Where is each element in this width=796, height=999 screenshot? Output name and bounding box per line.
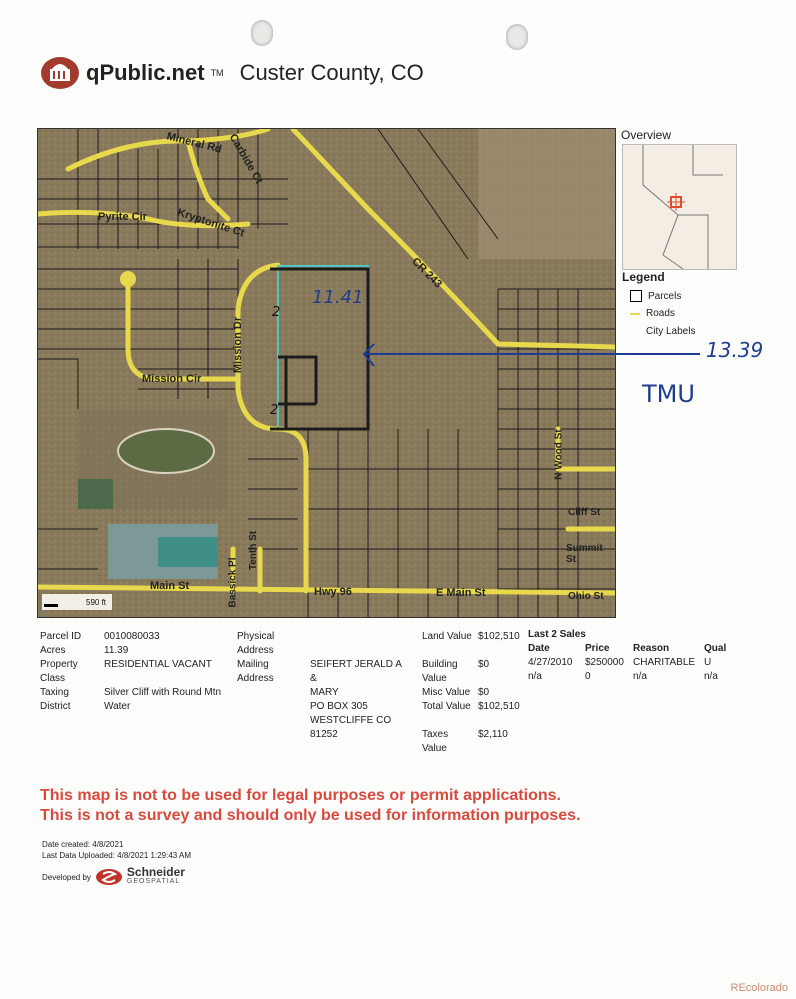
label-cr243: CR 243 [409,255,445,291]
label-main-st: Main St [150,580,190,592]
label-cliff-st: Cliff St [568,507,601,518]
label-acres: Acres [40,645,66,656]
parcel-info-labels [40,630,100,714]
label-hwy96: Hwy 96 [314,586,352,598]
mailing-line: SEIFERT JERALD A & [310,659,402,684]
sales-header: Price [585,643,610,654]
mailing-line: PO BOX 305 [310,701,368,712]
building-value: $0 [478,659,490,670]
taxing-district-value: Silver Cliff with Round Mtn Water [104,687,222,712]
label-parcel-id: Parcel ID [40,631,82,642]
sales-title: Last 2 Sales [528,629,586,640]
sale-cell: n/a [704,671,718,682]
sale-cell: U [704,657,712,668]
schneider-logo-icon [95,868,123,886]
sale-cell: 4/27/2010 [528,657,573,668]
date-created: Date created: 4/8/2021 [42,840,124,849]
header [40,56,424,90]
qpublic-logo-icon [40,56,80,90]
table-row [528,656,748,670]
brand-name: qPublic.net [86,60,205,85]
label-summit-st: Summit St [566,543,603,565]
label-e-main-st: E Main St [436,587,486,599]
label-building-value: Building Value [422,659,458,684]
sales-header-row [528,642,748,656]
parcel-info-values [104,630,224,714]
overview-graphic [623,145,736,269]
schneider-name: Schneider [126,865,185,879]
label-total-value: Total Value [422,701,471,712]
sales-table [528,628,748,684]
handwritten-tmu: TMU [642,380,695,408]
sale-cell: CHARITABLE [633,657,696,668]
taxes-value: $2,110 [478,729,508,740]
handwritten-acres-arrow: 13.39 [706,338,764,362]
misc-value: $0 [478,687,490,698]
sale-cell: n/a [633,671,647,682]
sale-cell: 0 [585,671,591,682]
value-labels [422,630,474,756]
legend-item-parcels [630,290,681,302]
acres-value: 11.39 [104,645,129,656]
mailing-line: 81252 [310,729,338,740]
table-row [528,670,748,684]
label-kryptonite-ct: Kryptonite Ct [175,206,246,240]
sales-header: Date [528,643,550,654]
sale-cell: n/a [528,671,542,682]
developed-by-label: Developed by [42,872,91,882]
handwritten-acres: 11.41 [312,287,364,308]
schneider-geospatial: GEOSPATIAL [126,878,181,885]
overview-map[interactable] [622,144,737,270]
mailing-line: WESTCLIFFE CO [310,715,392,726]
punch-hole-right [506,24,528,50]
scale-label: 590 ft [86,598,107,607]
label-mission-dr: Mission Dr [232,316,245,374]
disclaimer-line: This is not a survey and should only be used for information purposes. [40,807,581,824]
label-property-class: Property Class [40,659,78,684]
road-line-icon [630,313,640,315]
legend-item-city-labels [630,326,695,337]
label-mailing-address: Mailing Address [237,659,274,684]
label-pyrite-cir: Pyrite Cir [98,211,147,223]
disclaimer-line: This map is not to be used for legal purposes or permit applications. [40,787,561,804]
label-mineral-rd: Mineral Rd [165,130,223,156]
recolorado-watermark: REcolorado [730,982,788,994]
mailing-address [310,658,410,742]
parcel-id-value: 0010080033 [104,631,160,642]
legend-label-parcels: Parcels [648,290,682,302]
label-taxes-value: Taxes Value [422,729,449,754]
legend-item-roads [630,308,675,319]
sales-header: Qual [704,643,727,654]
label-physical-address: Physical Address [237,631,275,656]
parcel-square-icon [630,290,642,302]
trademark: TM [210,68,224,78]
label-mission-cir: Mission Cir [142,373,202,385]
handwritten-lot-2a: 2 [272,305,281,320]
legend-label-roads: Roads [646,308,675,319]
mailing-line: MARY [310,687,339,698]
last-uploaded: Last Data Uploaded: 4/8/2021 1:29:43 AM [42,851,191,860]
legend-title: Legend [622,270,665,284]
label-bassick-pl: Bassick Pl [227,557,239,608]
label-tenth-st: Tenth St [248,530,260,571]
disclaimer [40,786,581,826]
property-class-value: RESIDENTIAL VACANT [104,659,212,670]
handwritten-arrow [360,340,700,380]
address-labels [237,630,287,686]
value-amounts [478,630,528,756]
handwritten-lot-2b: 2 [270,403,279,418]
label-taxing-district: Taxing District [40,687,71,712]
county-title: Custer County, CO [239,60,424,85]
sale-cell: $250000 [585,657,624,668]
label-n-wood-st: N Wood St [553,429,565,480]
developer-credit [42,865,185,886]
overview-title: Overview [621,128,672,142]
legend-label-city: City Labels [646,326,696,337]
punch-hole-left [251,20,273,46]
sales-header: Reason [633,643,670,654]
label-land-value: Land Value [422,631,472,642]
land-value: $102,510 [478,631,520,642]
label-carbide-ct: Carbide Ct [226,131,265,187]
label-misc-value: Misc Value [422,687,471,698]
label-ohio-st: Ohio St [568,591,604,602]
race-track [118,429,214,473]
total-value: $102,510 [478,701,520,712]
